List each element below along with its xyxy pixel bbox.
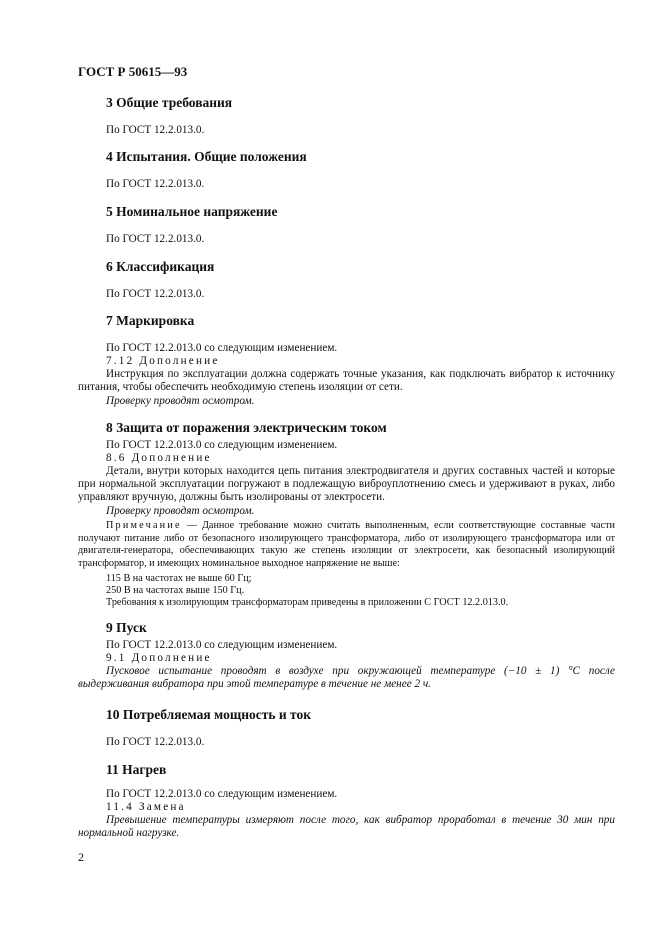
section-3-title: 3 Общие требования <box>106 95 233 110</box>
section-5-text: По ГОСТ 12.2.013.0. <box>106 233 205 245</box>
section-10-text: По ГОСТ 12.2.013.0. <box>106 736 205 748</box>
section-8-requirements: Требования к изолирующим трансформаторам приведены в приложении С ГОСТ 12.2.013.0. <box>106 597 509 608</box>
section-8-title: 8 Защита от поражения электрическим током <box>106 420 387 435</box>
section-3-text: По ГОСТ 12.2.013.0. <box>106 124 205 136</box>
section-11-text: По ГОСТ 12.2.013.0 со следующим изменением. <box>106 788 338 800</box>
section-7-body: Инструкция по эксплуатации должна содержать точные указания, как подключать вибратор к источнику питания, чтобы обеспечить необходимую степень изоляции от сети. <box>78 368 615 394</box>
section-5-title: 5 Номинальное напряжение <box>106 204 278 219</box>
section-10-title: 10 Потребляемая мощность и ток <box>106 707 312 722</box>
section-9-text: По ГОСТ 12.2.013.0 со следующим изменением. <box>106 639 338 651</box>
section-4-text: По ГОСТ 12.2.013.0. <box>106 178 205 190</box>
section-8-text: По ГОСТ 12.2.013.0 со следующим изменением. <box>106 439 338 451</box>
section-6-title: 6 Классификация <box>106 259 215 274</box>
section-9-body: Пусковое испытание проводят в воздухе при окружающей температуре (−10 ± 1) °С после выдерживания вибратора при этой температуре в течение не менее 2 ч. <box>78 665 615 691</box>
section-9-clause: 9.1 Дополнение <box>106 652 212 664</box>
section-7-title: 7 Маркировка <box>106 313 195 328</box>
note-label: Примечание <box>106 520 182 531</box>
page-number: 2 <box>78 850 84 864</box>
section-7-text: По ГОСТ 12.2.013.0 со следующим изменением. <box>106 342 338 354</box>
section-11-body: Превышение температуры измеряют после того, как вибратор проработал в течение 30 мин при нормальной нагрузке. <box>78 814 615 840</box>
section-8-body: Детали, внутри которых находится цепь питания электродвигателя и других составных частей и которые при нормальной эксплуатации погружают в подлежащую виброуплотнению смесь и удерживают в руках, либо управляют вручную, должны быть изолированы от электросети. <box>78 465 615 504</box>
section-11-title: 11 Нагрев <box>106 762 167 777</box>
section-8-check: Проверку проводят осмотром. <box>106 505 255 517</box>
section-8-clause: 8.6 Дополнение <box>106 452 212 464</box>
section-7-check: Проверку проводят осмотром. <box>106 395 255 407</box>
section-6-text: По ГОСТ 12.2.013.0. <box>106 288 205 300</box>
section-7-clause: 7.12 Дополнение <box>106 355 220 367</box>
voltage-limit-2: 250 В на частотах выше 150 Гц. <box>106 585 245 596</box>
note-text: — Данное требование можно считать выполненным, если соответствующие составные части получают питание либо от безопасного изолирующего трансформатора, либо от изолирующего трансформатора или от двигателя-генератора, обеспечивающих такую же степень изоляции от электросети, как безопасный изолирующий трансформатор, и имеющих номинальное выходное напряжение не выше: <box>78 520 615 569</box>
document-header: ГОСТ Р 50615—93 <box>78 64 188 79</box>
section-8-note <box>78 520 615 570</box>
section-9-title: 9 Пуск <box>106 620 147 635</box>
voltage-limit-1: 115 В на частотах не выше 60 Гц; <box>106 573 252 584</box>
section-4-title: 4 Испытания. Общие положения <box>106 149 307 164</box>
section-11-clause: 11.4 Замена <box>106 801 186 813</box>
